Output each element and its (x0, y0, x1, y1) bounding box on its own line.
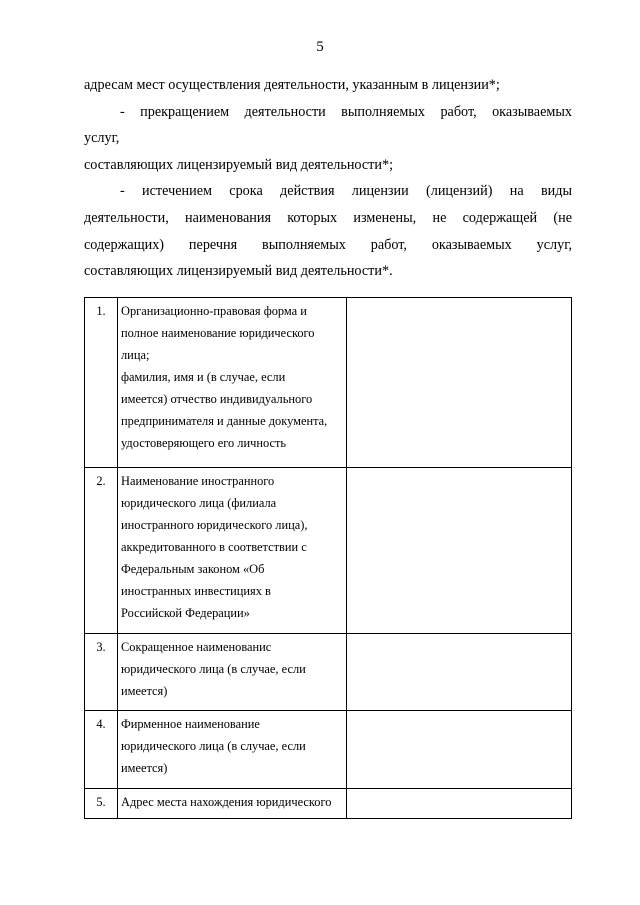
row-label-line: Наименование иностранного (121, 474, 275, 488)
row-label-line: имеется) (121, 761, 168, 775)
row-label (118, 468, 347, 634)
info-table (84, 297, 572, 819)
row-value-field[interactable] (347, 468, 572, 634)
row-label-line: предпринимателя и данные документа, (121, 414, 328, 428)
row-label-line: удостоверяющего его личность (121, 436, 287, 450)
row-number: 3. (85, 634, 118, 711)
table-row (85, 711, 572, 789)
row-label (118, 711, 347, 789)
table-row (85, 298, 572, 468)
row-label-line: Сокращенное наименованис (121, 640, 272, 654)
row-label-line: Фирменное наименование (121, 717, 260, 731)
row-number: 2. (85, 468, 118, 634)
row-value-field[interactable] (347, 711, 572, 789)
row-value-field[interactable] (347, 789, 572, 819)
row-label-line: Организационно-правовая форма и (121, 304, 307, 318)
body-line-7: содержащих) перечня выполняемых работ, оказываемых услуг, (84, 236, 572, 253)
row-number: 5. (85, 789, 118, 819)
row-label (118, 298, 347, 468)
row-label-line: полное наименование юридического (121, 326, 315, 340)
row-label-line: имеется) (121, 684, 168, 698)
row-number: 4. (85, 711, 118, 789)
row-value-field[interactable] (347, 298, 572, 468)
body-line-8: составляющих лицензируемый вид деятельности*. (84, 263, 393, 280)
row-label-line: Федеральным законом «Об (121, 562, 265, 576)
table-row (85, 789, 572, 819)
row-label-line: имеется) отчество индивидуального (121, 392, 313, 406)
row-number: 1. (85, 298, 118, 468)
row-value-field[interactable] (347, 634, 572, 711)
row-label-line: юридического лица (в случае, если (121, 662, 306, 676)
page-number: 5 (316, 39, 324, 55)
body-text (84, 72, 572, 285)
row-label-line: Адрес места нахождения юридического (121, 795, 332, 809)
body-line-4: составляющих лицензируемый вид деятельности*; (84, 156, 394, 173)
row-label-line: лица; (121, 348, 150, 362)
row-label-line: юридического лица (в случае, если (121, 739, 306, 753)
row-label-line: юридического лица (филиала (121, 496, 277, 510)
body-line-2: - прекращением деятельности выполняемых работ, оказываемых (120, 103, 572, 120)
body-line-1: адресам мест осуществления деятельности, указанным в лицензии*; (84, 77, 500, 93)
row-label (118, 634, 347, 711)
table-row (85, 634, 572, 711)
row-label-line: иностранных инвестициях в (121, 584, 271, 598)
body-line-6: деятельности, наименования которых изменены, не содержащей (не (84, 209, 572, 226)
row-label-line: фамилия, имя и (в случае, если (121, 370, 286, 384)
row-label-line: аккредитованного в соответствии с (121, 540, 307, 554)
row-label-line: иностранного юридического лица), (121, 518, 308, 532)
body-line-3: услуг, (84, 130, 120, 147)
row-label-line: Российской Федерации» (121, 606, 250, 620)
row-label (118, 789, 347, 819)
body-line-5: - истечением срока действия лицензии (лицензий) на виды (120, 183, 572, 200)
table-row (85, 468, 572, 634)
